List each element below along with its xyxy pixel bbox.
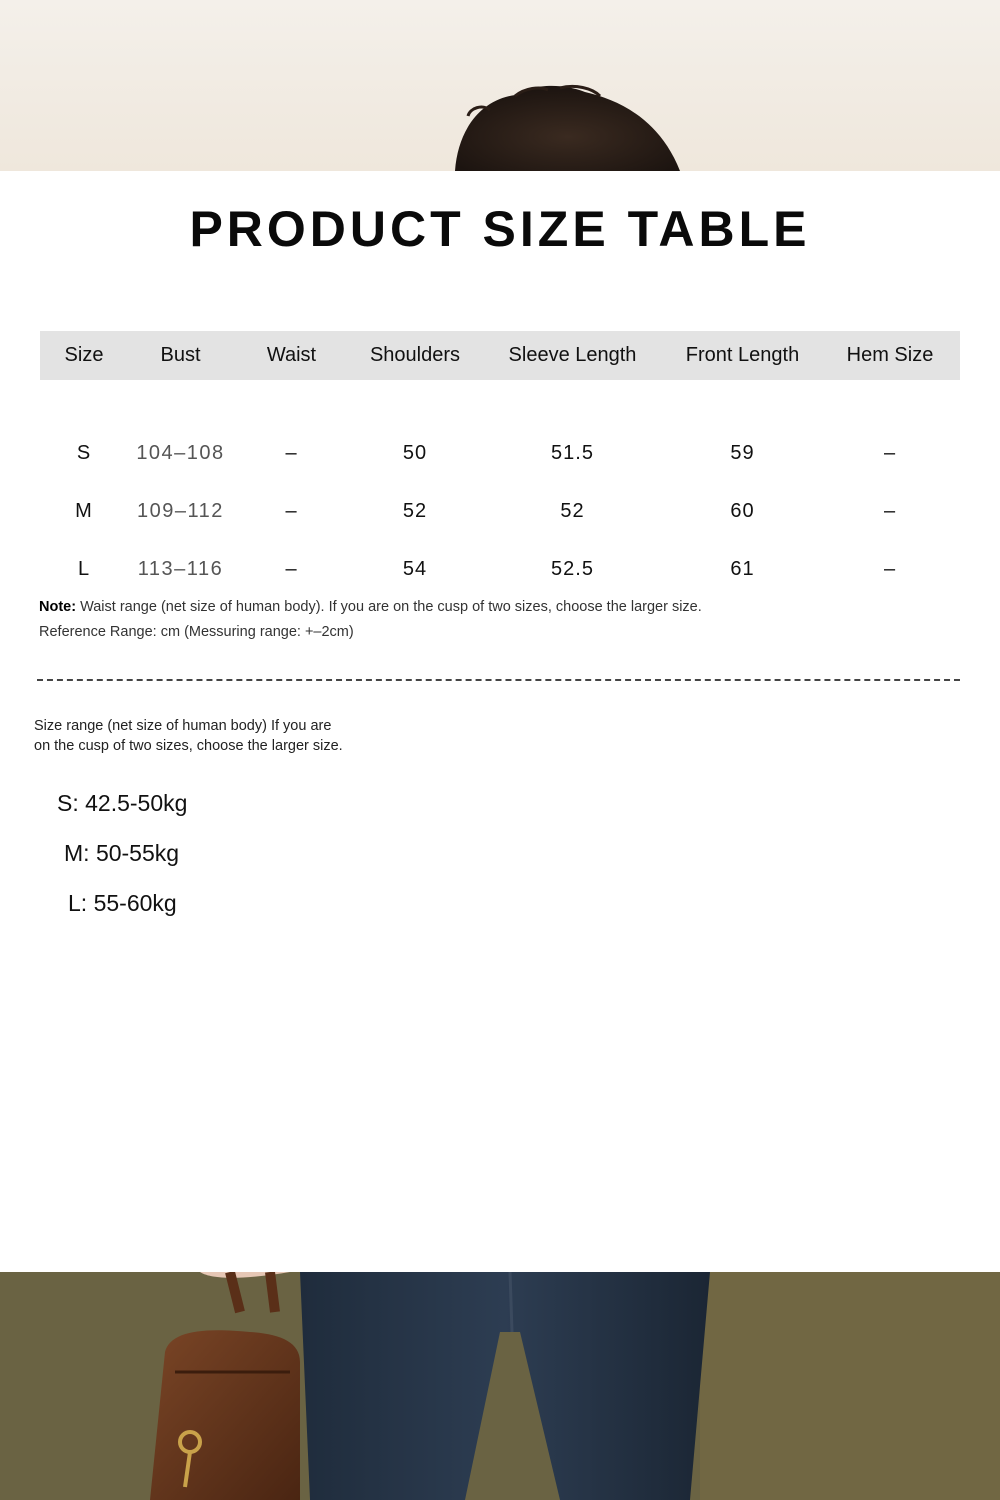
size-range-description (34, 716, 374, 756)
weight-item-l: L: 55-60kg (68, 890, 177, 916)
cell-sleeve-length: 52 (560, 499, 585, 522)
weight-item-m: M: 50-55kg (64, 840, 180, 866)
header-shoulders: Shoulders (369, 344, 461, 366)
cell-front-length: 59 (730, 441, 755, 464)
model-hair-illustration (0, 0, 1000, 171)
bottom-photo (0, 1272, 1000, 1500)
table-header-row (40, 331, 960, 380)
note-text: Waist range (net size of human body). If you are on the cusp of two sizes, choose the larger size. (80, 599, 702, 615)
cell-waist: – (285, 557, 298, 580)
model-jeans-bag-illustration (0, 1272, 1000, 1500)
cell-hem-size: – (883, 441, 897, 464)
header-size: Size (64, 344, 104, 366)
cell-shoulders: 54 (402, 557, 428, 580)
cell-shoulders: 50 (402, 441, 428, 464)
header-sleeve-length: Sleeve Length (508, 344, 637, 366)
cell-sleeve-length: 52.5 (551, 557, 594, 580)
size-range-line: Size range (net size of human body) If you are (34, 718, 332, 734)
note-label: Note: (39, 599, 77, 615)
cell-front-length: 61 (730, 557, 755, 580)
page-title: PRODUCT SIZE TABLE (189, 201, 811, 257)
size-note (39, 595, 702, 645)
top-photo (0, 0, 1000, 171)
weight-item-s: S: 42.5-50kg (57, 790, 188, 816)
cell-bust: 109–112 (137, 499, 224, 522)
reference-range: Reference Range: cm (Messuring range: +–2cm) (39, 624, 354, 640)
cell-waist: – (285, 499, 298, 522)
header-hem-size: Hem Size (846, 344, 934, 366)
cell-bust: 104–108 (136, 441, 225, 464)
cell-bust: 113–116 (137, 557, 224, 580)
header-front-length: Front Length (685, 344, 800, 366)
dashed-divider (37, 679, 960, 681)
cell-sleeve-length: 51.5 (551, 441, 594, 464)
size-range-line: on the cusp of two sizes, choose the larger size. (34, 738, 343, 754)
header-waist: Waist (266, 344, 317, 366)
table-row (40, 540, 960, 598)
cell-size: L (77, 557, 91, 580)
size-table (40, 331, 960, 598)
header-bust: Bust (160, 344, 201, 366)
cell-waist: – (285, 441, 298, 464)
cell-size: M (75, 499, 93, 522)
cell-shoulders: 52 (402, 499, 428, 522)
cell-front-length: 60 (730, 499, 755, 522)
cell-hem-size: – (883, 499, 897, 522)
cell-size: S (76, 441, 92, 464)
table-row (40, 482, 960, 540)
table-row (40, 380, 960, 482)
cell-hem-size: – (883, 557, 897, 580)
